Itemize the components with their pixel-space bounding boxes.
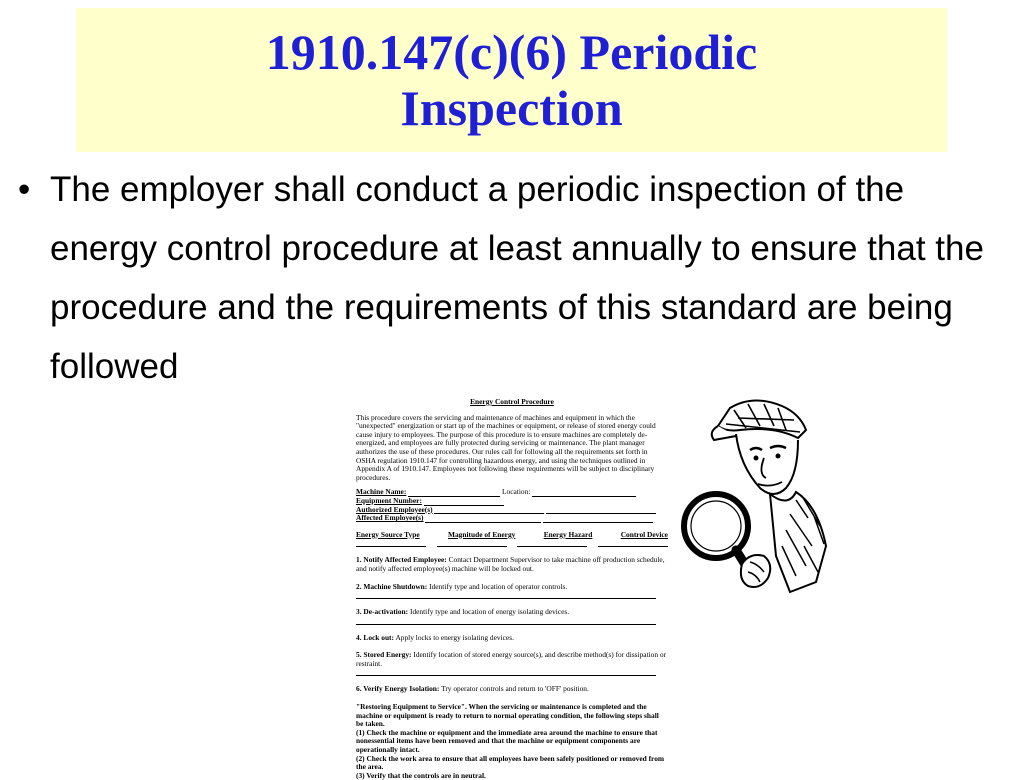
restore-section <box>356 703 668 780</box>
title-box <box>76 8 947 152</box>
step-4-text: Apply locks to energy isolating devices. <box>395 632 514 642</box>
step-1-text: Contact Department Supervisor to take machine off production schedule, and notify affected employee(s) machine will be locked out. <box>356 555 665 573</box>
affected-employees-label: Affected Employee(s) <box>356 513 424 523</box>
form-title: Energy Control Procedure <box>470 397 554 406</box>
step-2-blank-line <box>356 591 656 599</box>
equipment-number-label: Equipment Number: <box>356 495 422 505</box>
energy-table-blanks <box>356 539 668 547</box>
step-6 <box>356 685 668 694</box>
step-5-text: Identify location of stored energy source(s), and describe method(s) for dissipation or restraint. <box>356 650 667 668</box>
step-3-label: 3. De-activation: <box>356 607 409 617</box>
step-1-label: 1. Notify Affected Employee: <box>356 555 447 565</box>
machine-name-label: Machine Name: <box>356 487 407 497</box>
step-1 <box>356 556 668 573</box>
blank-cell <box>598 539 668 547</box>
authorized-employees-label: Authorized Employee(s) <box>356 504 433 514</box>
step-4 <box>356 634 668 643</box>
energy-table-header <box>356 531 668 540</box>
slide-title-line2: Inspection <box>400 80 623 136</box>
restore-intro: "Restoring Equipment to Service". When the servicing or maintenance is completed and the machine or equipment is ready to return to normal operating condition, the following steps shall be taken. <box>356 702 659 729</box>
step-4-label: 4. Lock out: <box>356 632 394 642</box>
step-5-blank-line <box>356 668 656 676</box>
blank-cell <box>437 539 507 547</box>
step-3 <box>356 608 668 625</box>
col-hazard: Energy Hazard <box>543 529 593 539</box>
col-energy-source: Energy Source Type <box>356 529 420 539</box>
location-label: Location: <box>502 487 531 497</box>
equipment-number-blank <box>424 498 504 506</box>
restore-step-2: (2) Check the work area to ensure that all employees have been safely positioned or removed from the area. <box>356 753 665 772</box>
step-5-label: 5. Stored Energy: <box>356 650 412 660</box>
affected-blank-1 <box>425 515 541 523</box>
step-6-label: 6. Verify Energy Isolation: <box>356 684 440 694</box>
slide-title-line1: 1910.147(c)(6) Periodic <box>265 24 758 80</box>
blank-cell <box>517 539 587 547</box>
step-2-text: Identify type and location of operator controls. <box>429 581 568 591</box>
detective-magnifier-icon <box>678 396 828 596</box>
step-6-text: Try operator controls and return to 'OFF' position. <box>441 684 589 694</box>
bullet-text: The employer shall conduct a periodic inspection of the energy control procedure at least annually to ensure that the procedure and the requirements of this standard are being followed <box>50 170 984 386</box>
bullet-icon: • <box>18 170 31 209</box>
step-5 <box>356 651 668 676</box>
step-3-text: Identify type and location of energy isolating devices. <box>410 607 570 617</box>
step-2-label: 2. Machine Shutdown: <box>356 581 428 591</box>
energy-control-form <box>356 398 668 780</box>
authorized-blank-2 <box>546 506 656 514</box>
col-magnitude: Magnitude of Energy <box>448 529 516 539</box>
step-2 <box>356 583 668 600</box>
restore-step-1: (1) Check the machine or equipment and the immediate area around the machine to ensure that nonessential items have been removed and that the machine or equipment components are operationally intact. <box>356 727 658 755</box>
location-blank <box>532 489 636 497</box>
form-intro: This procedure covers the servicing and maintenance of machines and equipment in which the "unexpected" energization or start up of the machines or equipment, or release of stored energy could cause injury to employees. The purpose of this procedure is to ensure machines are completely de-energized, and employees are fully protected during servicing or maintenance. The plant manager authorizes the use of these procedures. Our rules call for following all the requirements set forth in OSHA regulation 1910.147 for controlling hazardous energy, and using the techniques outlined in Appendix A of 1910.147. Employees not following these requirements will be subject to disciplinary procedures. <box>356 412 656 482</box>
affected-employees-row <box>356 514 668 523</box>
authorized-blank-1 <box>434 506 544 514</box>
step-3-blank-line <box>356 617 656 625</box>
restore-step-3: (3) Verify that the controls are in neutral. <box>356 770 486 780</box>
col-control-device: Control Device <box>620 529 668 539</box>
affected-blank-2 <box>543 515 653 523</box>
bullet-paragraph <box>18 160 1008 396</box>
blank-cell <box>356 539 426 547</box>
